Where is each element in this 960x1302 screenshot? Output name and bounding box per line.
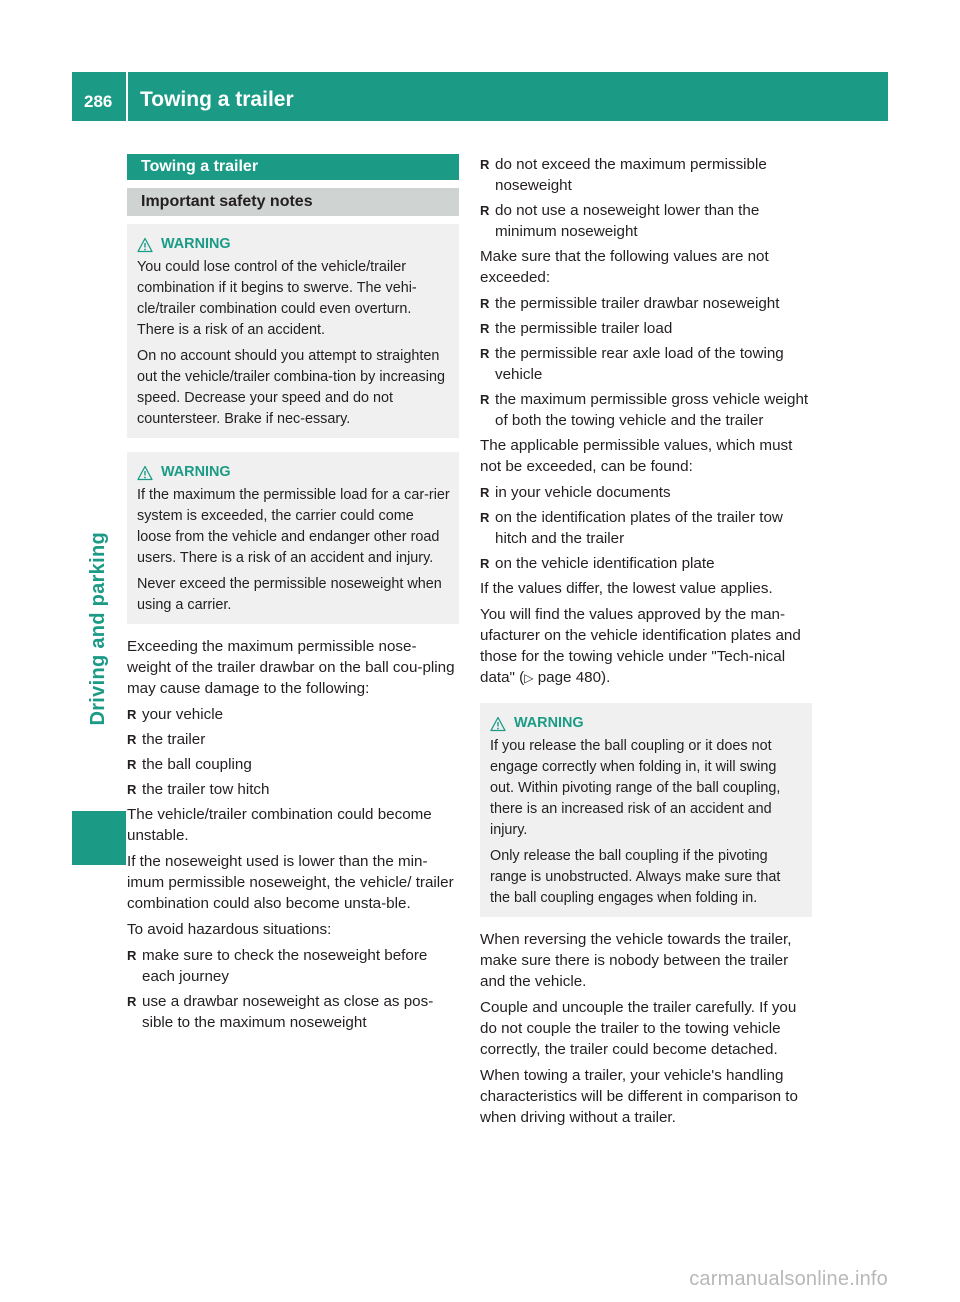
bullet-icon: R [127,732,137,747]
list-item-text: in your vehicle documents [495,484,671,501]
list-item-text: the maximum permissible gross vehicle weight of both the towing vehicle and the trailer [495,391,809,429]
bullet-list [127,945,459,1033]
page-reference-link[interactable]: page 480). [533,669,611,686]
subsection-title: Important safety notes [127,188,459,216]
list-item [480,553,812,574]
list-item-text: make sure to check the noseweight before each journey [142,947,428,985]
warning-label: WARNING [161,236,231,252]
body-paragraph: The applicable permissible values, which must not be exceeded, can be found: [480,437,793,475]
list-item [480,293,812,314]
list-item-text: on the vehicle identification plate [495,555,715,572]
list-item-text: the trailer [142,731,206,748]
list-item-text: the trailer tow hitch [142,781,270,798]
bullet-icon: R [480,510,490,525]
warning-text: If you release the ball coupling or it does not engage correctly when folding in, it will swing out. Within pivoting range of the ball coupling, there is an increased risk of an accident and injury. [490,738,781,838]
list-item [127,729,459,750]
body-paragraph: When reversing the vehicle towards the trailer, make sure there is nobody between the trailer and the vehicle. [480,931,792,990]
page-number: 286 [84,92,113,111]
bullet-icon: R [127,782,137,797]
list-item [480,507,812,549]
bullet-icon: R [127,757,137,772]
warning-label: WARNING [161,464,231,480]
bullet-icon: R [480,485,490,500]
bullet-list [480,293,812,431]
section-title: Towing a trailer [127,154,459,180]
side-tab-label-text: Driving and parking [86,532,109,726]
bullet-list [480,482,812,574]
watermark: carmanualsonline.info [689,1268,888,1290]
list-item-text: do not use a noseweight lower than the minimum noseweight [495,202,760,240]
list-item [480,318,812,339]
bullet-icon: R [480,321,490,336]
bullet-list [127,704,459,800]
bullet-icon: R [127,948,137,963]
body-paragraph: When towing a trailer, your vehicle's handling characteristics will be different in comparison to when driving without a trailer. [480,1067,798,1126]
list-item-text: on the identification plates of the trailer tow hitch and the trailer [495,509,783,547]
warning-text: Only release the ball coupling if the pivoting range is unobstructed. Always make sure that the ball coupling engages when folding in. [490,848,781,906]
warning-text: You could lose control of the vehicle/trailer combination if it begins to swerve. The vehi-cle/trailer combination could even overturn. There is a risk of an accident. [137,259,417,338]
warning-box [480,703,812,917]
bullet-icon: R [480,203,490,218]
bullet-icon: R [127,994,137,1009]
left-column [127,154,459,1037]
bullet-icon: R [480,346,490,361]
body-paragraph: Make sure that the following values are not exceeded: [480,248,769,286]
bullet-icon: R [480,556,490,571]
list-item [127,945,459,987]
warning-header [137,234,451,255]
warning-box [127,452,459,624]
body-paragraph: If the noseweight used is lower than the min-imum permissible noseweight, the vehicle/ trailer combination could also become unsta-ble. [127,853,454,912]
list-item [480,343,812,385]
body-text: You will find the values approved by the man-ufacturer on the vehicle identification plates and those for the towing vehicle under "Tech-nical data" ( [480,606,801,686]
warning-label: WARNING [514,715,584,731]
list-item [480,389,812,431]
body-paragraph: To avoid hazardous situations: [127,921,332,938]
page-ref-arrow-icon: ▷ [524,671,534,685]
body-paragraph: The vehicle/trailer combination could become unstable. [127,806,432,844]
warning-triangle-icon [490,716,506,732]
body-paragraph: Couple and uncouple the trailer carefully. If you do not couple the trailer to the towing vehicle correctly, the trailer could become detached. [480,999,797,1058]
body-paragraph-with-ref [480,604,812,689]
list-item-text: the permissible trailer drawbar noseweight [495,295,780,312]
bullet-icon: R [127,707,137,722]
list-item [480,154,812,196]
body-paragraph: If the values differ, the lowest value applies. [480,580,773,597]
warning-header [137,462,451,483]
list-item [127,779,459,800]
bullet-list [480,154,812,242]
list-item [127,704,459,725]
bullet-icon: R [480,296,490,311]
list-item [480,482,812,503]
side-tab-label [78,426,118,726]
warning-text: Never exceed the permissible noseweight when using a carrier. [137,576,442,613]
right-column [480,154,812,1133]
list-item-text: the permissible trailer load [495,320,673,337]
page-title: Towing a trailer [140,88,294,111]
warning-text: On no account should you attempt to straighten out the vehicle/trailer combina-tion by increasing speed. Decrease your speed and do not countersteer. Brake if nec-essary. [137,348,445,427]
body-paragraph: Exceeding the maximum permissible nose-weight of the trailer drawbar on the ball cou-pling may cause damage to the following: [127,638,455,697]
list-item-text: the ball coupling [142,756,252,773]
list-item [127,754,459,775]
bullet-icon: R [480,157,490,172]
header-divider [126,72,128,121]
bullet-icon: R [480,392,490,407]
warning-text: If the maximum the permissible load for a car-rier system is exceeded, the carrier could come loose from the vehicle and endanger other road users. There is a risk of an accident and injury. [137,487,450,566]
warning-box [127,224,459,438]
list-item-text: do not exceed the maximum permissible noseweight [495,156,767,194]
list-item-text: use a drawbar noseweight as close as pos-sible to the maximum noseweight [142,993,434,1031]
list-item-text: the permissible rear axle load of the towing vehicle [495,345,784,383]
warning-triangle-icon [137,237,153,253]
list-item-text: your vehicle [142,706,224,723]
list-item [480,200,812,242]
list-item [127,991,459,1033]
warning-header [490,713,804,734]
warning-triangle-icon [137,465,153,481]
side-tab-marker [72,811,126,865]
